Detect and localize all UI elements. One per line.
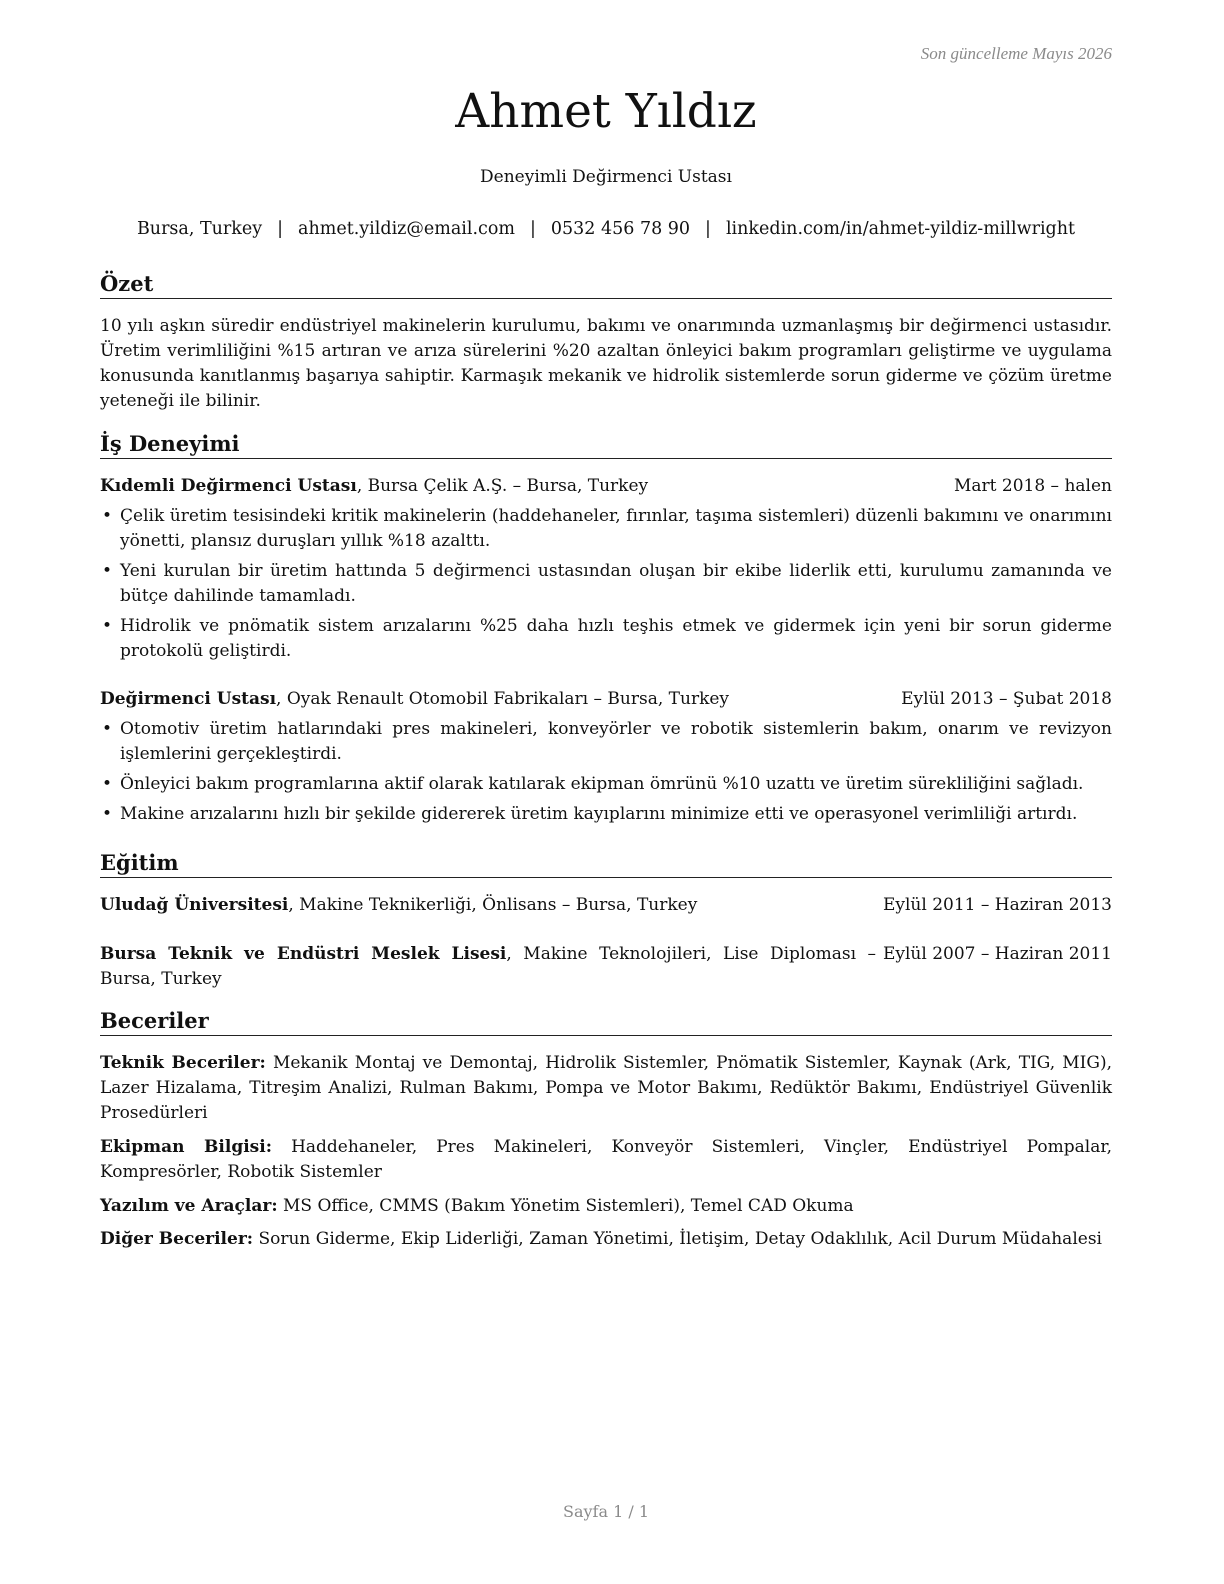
- education-school: Bursa Teknik ve Endüstri Meslek Lisesi: [100, 944, 507, 964]
- skill-label: Yazılım ve Araçlar:: [100, 1196, 278, 1216]
- job-bullet: • Önleyici bakım programlarına aktif olarak katılarak ekipman ömrünü %10 uzattı ve üretim sürekliliğini sağladı.: [100, 772, 1112, 797]
- job-company: , Bursa Çelik A.Ş. – Bursa, Turkey: [356, 476, 649, 496]
- contact-phone: 0532 456 78 90: [550, 219, 691, 239]
- contact-location: Bursa, Turkey: [136, 219, 263, 239]
- bullet-icon: •: [102, 774, 113, 794]
- last-updated: Son güncelleme Mayıs 2026: [920, 44, 1112, 63]
- skill-label: Ekipman Bilgisi:: [100, 1137, 272, 1157]
- job-bullet: • Makine arızalarını hızlı bir şekilde gidererek üretim kayıplarını minimize etti ve operasyonel verimliliği artırdı.: [100, 802, 1112, 827]
- education-school: Uludağ Üniversitesi: [100, 895, 289, 915]
- candidate-name: Ahmet Yıldız: [455, 84, 757, 139]
- education-item: [100, 942, 1112, 992]
- job-role: Kıdemli Değirmenci Ustası: [100, 476, 357, 496]
- education-dates: Eylül 2007 – Haziran 2011: [882, 944, 1112, 964]
- skill-label: Diğer Beceriler:: [100, 1229, 254, 1249]
- section-heading-education: Eğitim: [100, 850, 1112, 878]
- contact-separator: |: [705, 219, 711, 239]
- section-heading-experience: İş Deneyimi: [100, 431, 1112, 459]
- education-dates: Eylül 2011 – Haziran 2013: [882, 895, 1112, 915]
- job-bullet: • Yeni kurulan bir üretim hattında 5 değirmenci ustasından oluşan bir ekibe liderlik etti, kurulumu zamanında ve bütçe dahilinde tamamladı.: [102, 561, 1112, 606]
- job-company: , Oyak Renault Otomobil Fabrikaları – Bursa, Turkey: [276, 689, 730, 709]
- skill-value: MS Office, CMMS (Bakım Yönetim Sistemleri), Temel CAD Okuma: [277, 1196, 854, 1216]
- contact-linkedin[interactable]: linkedin.com/in/ahmet-yildiz-millwright: [725, 219, 1076, 239]
- section-heading-skills: Beceriler: [100, 1008, 1112, 1036]
- skill-line: [100, 1194, 1112, 1219]
- job-bullet-list: [100, 504, 1112, 669]
- job-header: [100, 687, 1112, 712]
- job-bullet: • Çelik üretim tesisindeki kritik makinelerin (haddehaneler, fırınlar, taşıma sistemleri) düzenli bakımını ve onarımını yönetti, plansız duruşları yıllık %18 azalttı.: [102, 506, 1112, 551]
- contact-separator: |: [529, 219, 536, 239]
- candidate-title: Deneyimli Değirmenci Ustası: [480, 167, 732, 187]
- job-dates: Mart 2018 – halen: [953, 476, 1112, 496]
- bullet-icon: •: [102, 561, 113, 581]
- section-heading-summary: Özet: [100, 271, 1112, 299]
- bullet-icon: •: [102, 616, 113, 636]
- skill-label: Teknik Beceriler:: [100, 1053, 266, 1073]
- resume-page: [100, 0, 1112, 1584]
- contact-line: [100, 219, 1112, 239]
- skill-value: Mekanik Montaj ve Demontaj, Hidrolik Sistemler, Pnömatik Sistemler, Kaynak (Ark, TIG, MIG), Lazer Hizalama, Titreşim Analizi, Rulman Bakımı, Pompa ve Motor Bakımı, Redüktör Bakımı, Endüstriyel Güvenlik Prosedürleri: [100, 1053, 1112, 1123]
- summary-text: 10 yılı aşkın süredir endüstriyel makinelerin kurulumu, bakımı ve onarımında uzmanlaşmış bir değirmenci ustasıdır. Üretim verimliliğini %15 artıran ve arıza sürelerini %20 azaltan önleyici bakım programları geliştirme ve uygulama konusunda kanıtlanmış başarıya sahiptir. Karmaşık mekanik ve hidrolik sistemlerde sorun giderme ve çözüm üretme yeteneği ile bilinir.: [100, 316, 1112, 411]
- skill-line: [100, 1051, 1112, 1126]
- education-item: [100, 893, 1112, 918]
- bullet-icon: •: [102, 804, 113, 824]
- job-bullet: • Hidrolik ve pnömatik sistem arızalarını %25 daha hızlı teşhis etmek ve gidermek için yeni bir sorun giderme protokolü geliştirdi.: [102, 616, 1112, 661]
- bullet-icon: •: [102, 506, 113, 526]
- contact-email[interactable]: ahmet.yildiz@email.com: [298, 219, 515, 239]
- job-role: Değirmenci Ustası: [100, 689, 277, 709]
- page-number: Sayfa 1 / 1: [562, 1502, 649, 1521]
- job-dates: Eylül 2013 – Şubat 2018: [901, 689, 1112, 709]
- job-header: [100, 474, 1112, 499]
- job-bullet: • Otomotiv üretim hatlarındaki pres makineleri, konveyörler ve robotik sistemlerin bakım, onarım ve revizyon işlemlerini gerçekleştirdi.: [102, 719, 1112, 764]
- contact-separator: |: [277, 219, 284, 239]
- bullet-icon: •: [102, 719, 113, 739]
- skill-value: Haddehaneler, Pres Makineleri, Konveyör Sistemleri, Vinçler, Endüstriyel Pompalar, Kompresörler, Robotik Sistemler: [100, 1137, 1112, 1182]
- skill-line: [100, 1135, 1112, 1185]
- education-detail: , Makine Teknikerliği, Önlisans – Bursa, Turkey: [288, 895, 698, 915]
- education-detail: , Makine Teknolojileri, Lise Diploması – Bursa, Turkey: [100, 944, 877, 989]
- skill-line: [100, 1227, 1112, 1252]
- skill-value: Sorun Giderme, Ekip Liderliği, Zaman Yönetimi, İletişim, Detay Odaklılık, Acil Durum Müdahalesi: [253, 1229, 1102, 1249]
- job-bullet-list: [100, 717, 1112, 832]
